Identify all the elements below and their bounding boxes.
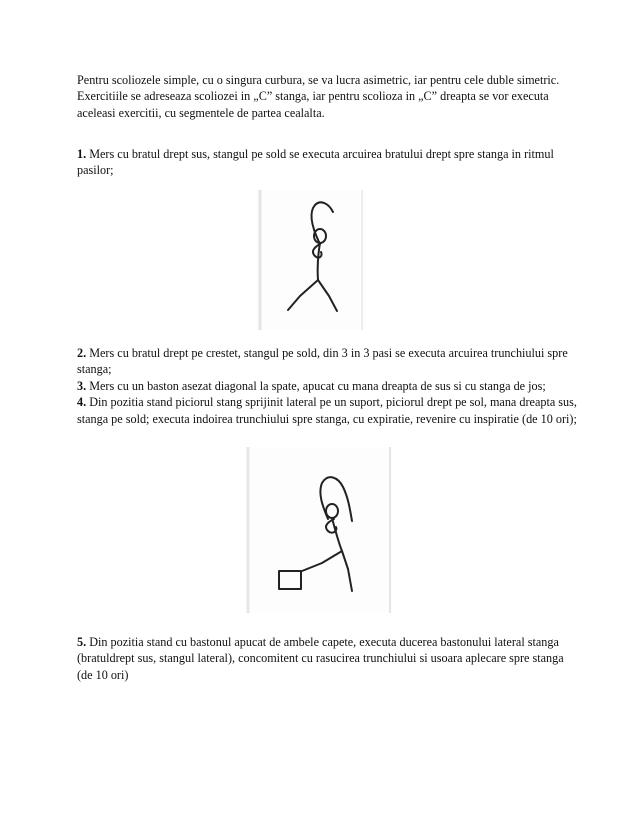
intro-paragraph <box>77 72 577 121</box>
exercise-1-number: 1. <box>77 147 87 161</box>
exercise-5-number: 5. <box>77 635 87 649</box>
exercise-3-number: 3. <box>77 378 87 393</box>
exercise-5-text: Din pozitia stand cu bastonul apucat de ambele capete, executa ducerea bastonului lateral stanga (bratuldrept sus, stangul lateral), concomitent cu rasucirea trunchiului si usoara aplecare spre stanga (de 10 ori) <box>77 635 564 682</box>
exercise-1 <box>77 146 577 179</box>
figure-side-bend-with-support <box>246 447 392 613</box>
exercise-4-text: Din pozitia stand piciorul stang sprijinit lateral pe un suport, piciorul drept pe sol, mana dreapta sus, stanga pe sold; executa indoirea trunchiului spre stanga, cu expiratie, revenire cu inspiratie (de 10 ori); <box>77 395 577 426</box>
exercise-3-text: Mers cu un baston asezat diagonal la spate, apucat cu mana dreapta de sus si cu stanga de jos; <box>89 378 546 393</box>
exercise-2-text: Mers cu bratul drept pe crestet, stangul pe sold, din 3 in 3 pasi se executa arcuirea trunchiului spre stanga; <box>77 346 568 377</box>
intro-line-1: Pentru scoliozele simple, cu o singura curbura, se va lucra asimetric, iar pentru cele duble simetric. <box>77 73 560 87</box>
exercise-5 <box>77 634 577 683</box>
exercise-1-text: Mers cu bratul drept sus, stangul pe sold se executa arcuirea bratului drept spre stanga in ritmul pasilor; <box>77 147 554 178</box>
stick-figure-2-illustration <box>246 447 392 613</box>
exercise-4-number: 4. <box>77 395 87 410</box>
figure-walking-arm-raised <box>257 190 365 330</box>
stick-figure-1-illustration <box>257 190 365 330</box>
exercises-2-to-4 <box>77 345 577 427</box>
exercise-2-number: 2. <box>77 346 87 360</box>
intro-line-2: Exercitiile se adreseaza scoliozei in „C” stanga, iar pentru scolioza in „C” dreapta se vor executa aceleasi exercitii, cu segmentele de partea cealalta. <box>77 89 549 120</box>
